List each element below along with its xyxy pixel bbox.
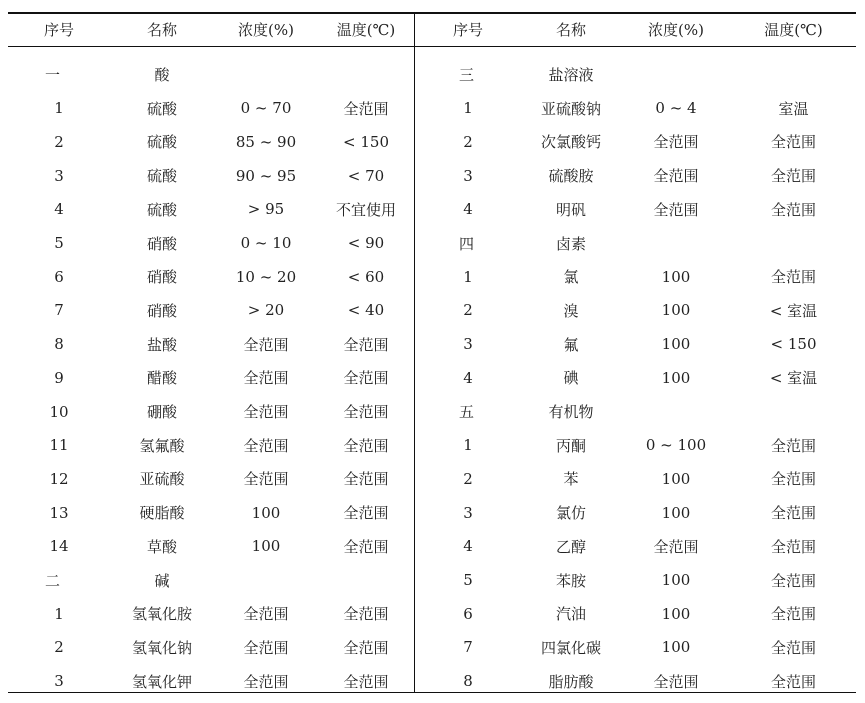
cell-name: 氢氧化胺 xyxy=(131,605,192,624)
table-row xyxy=(8,294,414,327)
cell-concentration: 全范围 xyxy=(653,200,699,219)
cell-name: 氯仿 xyxy=(555,504,586,523)
header-concentration: 浓度(%) xyxy=(648,20,704,39)
table-row xyxy=(8,462,414,495)
table-row xyxy=(415,328,856,361)
cell-name: 亚硫酸 xyxy=(139,470,185,489)
cell-concentration: 100 xyxy=(661,469,691,488)
category-row xyxy=(8,58,414,91)
cell-concentration: 0 ~ 70 xyxy=(240,99,292,118)
cell-concentration: 100 xyxy=(251,503,281,522)
cell-temperature: 全范围 xyxy=(770,436,816,455)
cell-name: 苯胺 xyxy=(555,571,586,590)
cell-concentration: 100 xyxy=(251,537,281,556)
cell-concentration: 100 xyxy=(661,368,691,387)
cell-name: 有机物 xyxy=(548,403,594,421)
cell-temperature: 全范围 xyxy=(343,403,389,421)
table-row xyxy=(8,227,414,260)
cell-concentration: 全范围 xyxy=(243,605,289,624)
cell-temperature: 不宜使用 xyxy=(335,200,396,219)
table-row xyxy=(8,92,414,125)
table-row xyxy=(415,564,856,597)
cell-concentration: 0 ~ 4 xyxy=(655,99,697,118)
cell-index: 5 xyxy=(54,234,64,252)
header-rule xyxy=(8,46,856,47)
cell-temperature: < 150 xyxy=(770,335,817,354)
cell-name: 脂肪酸 xyxy=(548,672,594,691)
cell-index: 7 xyxy=(463,638,473,657)
category-row xyxy=(415,227,856,260)
cell-name: 苯 xyxy=(563,470,579,489)
table-row xyxy=(415,631,856,664)
cell-concentration: 全范围 xyxy=(243,436,289,455)
cell-temperature: < 60 xyxy=(347,267,385,286)
cell-temperature: 全范围 xyxy=(343,436,389,455)
table-header-left xyxy=(8,12,414,46)
table-row xyxy=(415,125,856,158)
cell-index: 4 xyxy=(463,368,473,387)
cell-temperature: 全范围 xyxy=(770,638,816,657)
cell-name: 丙酮 xyxy=(555,436,586,455)
cell-name: 硝酸 xyxy=(146,301,177,320)
cell-index: 二 xyxy=(45,571,61,590)
cell-index: 2 xyxy=(463,301,473,320)
cell-temperature: 全范围 xyxy=(343,672,389,691)
table-row xyxy=(415,193,856,226)
cell-name: 盐溶液 xyxy=(548,66,594,84)
cell-index: 2 xyxy=(54,638,64,657)
cell-temperature: 全范围 xyxy=(343,504,389,523)
table-row xyxy=(8,530,414,563)
cell-index: 五 xyxy=(459,403,475,421)
cell-concentration: 100 xyxy=(661,571,691,589)
cell-temperature: 全范围 xyxy=(770,504,816,523)
table-header-right xyxy=(415,12,856,46)
cell-concentration: 全范围 xyxy=(243,672,289,691)
cell-concentration: 10 ~ 20 xyxy=(235,267,297,286)
header-temperature: 温度(℃) xyxy=(336,20,396,39)
table-row xyxy=(415,361,856,394)
cell-index: 7 xyxy=(54,301,64,320)
cell-concentration: > 95 xyxy=(247,200,285,219)
table-row xyxy=(415,496,856,529)
table-row xyxy=(8,631,414,664)
cell-temperature: 全范围 xyxy=(770,268,816,287)
cell-name: 碱 xyxy=(154,571,170,590)
cell-temperature: 全范围 xyxy=(343,537,389,556)
cell-index: 13 xyxy=(49,503,69,522)
table-row xyxy=(415,462,856,495)
cell-index: 2 xyxy=(54,132,64,151)
cell-temperature: 全范围 xyxy=(770,571,816,590)
cell-temperature: 全范围 xyxy=(343,605,389,624)
cell-concentration: 100 xyxy=(661,335,691,354)
table-row xyxy=(8,429,414,462)
table-row xyxy=(8,193,414,226)
cell-index: 9 xyxy=(54,368,64,387)
cell-name: 盐酸 xyxy=(146,335,177,354)
table-row xyxy=(8,260,414,293)
header-index: 序号 xyxy=(43,20,74,39)
cell-concentration: 0 ~ 10 xyxy=(240,234,292,252)
table-row xyxy=(415,597,856,630)
cell-temperature: 全范围 xyxy=(770,167,816,186)
cell-index: 8 xyxy=(54,335,64,354)
cell-index: 4 xyxy=(54,200,64,219)
cell-name: 亚硫酸钠 xyxy=(540,99,601,118)
cell-index: 1 xyxy=(463,436,473,455)
table-row xyxy=(8,125,414,158)
resistance-table xyxy=(8,6,856,693)
category-row xyxy=(415,58,856,91)
cell-index: 三 xyxy=(459,66,475,84)
cell-temperature: 全范围 xyxy=(343,369,389,388)
cell-temperature: 全范围 xyxy=(343,99,389,118)
table-row xyxy=(415,92,856,125)
cell-index: 2 xyxy=(463,132,473,151)
table-row xyxy=(415,159,856,192)
table-row xyxy=(8,159,414,192)
table-row xyxy=(8,361,414,394)
cell-name: 氢氧化钾 xyxy=(131,672,192,691)
cell-index: 一 xyxy=(45,66,61,84)
cell-name: 醋酸 xyxy=(146,369,177,388)
cell-index: 12 xyxy=(49,469,69,488)
table-row xyxy=(8,597,414,630)
cell-index: 6 xyxy=(463,604,473,623)
cell-index: 5 xyxy=(463,571,473,589)
cell-concentration: 100 xyxy=(661,267,691,286)
cell-index: 4 xyxy=(463,200,473,219)
cell-name: 乙醇 xyxy=(555,537,586,556)
cell-name: 硫酸 xyxy=(146,200,177,219)
cell-temperature: 室温 xyxy=(778,99,809,118)
cell-index: 3 xyxy=(463,166,473,185)
cell-index: 8 xyxy=(463,672,473,691)
cell-name: 氯 xyxy=(563,268,579,287)
cell-index: 3 xyxy=(54,672,64,691)
cell-temperature: 全范围 xyxy=(343,470,389,489)
cell-concentration: 100 xyxy=(661,638,691,657)
cell-name: 硫酸 xyxy=(146,167,177,186)
table-row xyxy=(8,328,414,361)
cell-name: 硫酸胺 xyxy=(548,167,594,186)
header-temperature: 温度(℃) xyxy=(764,20,823,39)
cell-name: 氟 xyxy=(563,335,579,354)
cell-name: 硫酸 xyxy=(146,99,177,118)
cell-temperature: < 40 xyxy=(347,301,385,320)
category-row xyxy=(8,564,414,597)
cell-index: 1 xyxy=(54,604,64,623)
category-row xyxy=(415,395,856,428)
cell-temperature: 全范围 xyxy=(770,470,816,489)
cell-temperature: 全范围 xyxy=(343,335,389,354)
cell-temperature: < 90 xyxy=(347,234,385,252)
cell-temperature: < 室温 xyxy=(769,369,818,388)
cell-name: 四氯化碳 xyxy=(540,638,601,657)
table-row xyxy=(8,665,414,698)
cell-name: 氢氧化钠 xyxy=(131,638,192,657)
cell-name: 硫酸 xyxy=(146,133,177,152)
cell-temperature: 全范围 xyxy=(770,133,816,152)
cell-temperature: 全范围 xyxy=(770,605,816,624)
cell-index: 1 xyxy=(463,267,473,286)
cell-name: 草酸 xyxy=(146,537,177,556)
cell-concentration: 100 xyxy=(661,301,691,320)
cell-name: 酸 xyxy=(154,66,170,84)
cell-index: 四 xyxy=(459,234,475,253)
cell-index: 3 xyxy=(463,503,473,522)
cell-name: 次氯酸钙 xyxy=(540,133,601,152)
cell-index: 4 xyxy=(463,537,473,556)
cell-concentration: 全范围 xyxy=(653,672,699,691)
cell-index: 1 xyxy=(54,99,64,118)
cell-name: 硼酸 xyxy=(146,403,177,421)
cell-concentration: 90 ~ 95 xyxy=(235,166,297,185)
cell-concentration: 全范围 xyxy=(243,470,289,489)
table-row xyxy=(8,496,414,529)
cell-index: 14 xyxy=(49,537,69,556)
cell-concentration: 全范围 xyxy=(653,167,699,186)
cell-concentration: > 20 xyxy=(247,301,285,320)
cell-index: 3 xyxy=(463,335,473,354)
cell-temperature: < 室温 xyxy=(769,301,818,320)
cell-temperature: 全范围 xyxy=(343,638,389,657)
cell-index: 2 xyxy=(463,469,473,488)
cell-temperature: 全范围 xyxy=(770,537,816,556)
cell-concentration: 100 xyxy=(661,503,691,522)
cell-index: 6 xyxy=(54,267,64,286)
cell-name: 卤素 xyxy=(555,234,586,253)
cell-name: 硝酸 xyxy=(146,234,177,253)
cell-temperature: 全范围 xyxy=(770,200,816,219)
header-name: 名称 xyxy=(146,20,177,39)
table-row xyxy=(8,395,414,428)
cell-concentration: 全范围 xyxy=(243,369,289,388)
cell-name: 硬脂酸 xyxy=(139,504,185,523)
cell-concentration: 全范围 xyxy=(243,638,289,657)
header-name: 名称 xyxy=(555,20,586,39)
cell-name: 溴 xyxy=(563,301,579,320)
cell-concentration: 全范围 xyxy=(243,335,289,354)
cell-concentration: 全范围 xyxy=(653,537,699,556)
cell-index: 1 xyxy=(463,99,473,118)
table-row xyxy=(415,294,856,327)
cell-concentration: 100 xyxy=(661,604,691,623)
cell-concentration: 全范围 xyxy=(243,403,289,421)
cell-name: 碘 xyxy=(563,369,579,388)
cell-name: 明矾 xyxy=(555,200,586,219)
cell-concentration: 全范围 xyxy=(653,133,699,152)
cell-temperature: 全范围 xyxy=(770,672,816,691)
table-row xyxy=(415,260,856,293)
cell-name: 硝酸 xyxy=(146,268,177,287)
cell-temperature: < 150 xyxy=(343,132,389,151)
table-row xyxy=(415,530,856,563)
cell-temperature: < 70 xyxy=(347,166,385,185)
cell-name: 汽油 xyxy=(555,605,586,624)
cell-name: 氢氟酸 xyxy=(139,436,185,455)
table-row xyxy=(415,665,856,698)
table-row xyxy=(415,429,856,462)
header-concentration: 浓度(%) xyxy=(238,20,294,39)
cell-index: 3 xyxy=(54,166,64,185)
cell-index: 10 xyxy=(49,402,69,421)
cell-concentration: 0 ~ 100 xyxy=(645,436,707,455)
cell-concentration: 85 ~ 90 xyxy=(235,132,297,151)
cell-index: 11 xyxy=(49,436,69,455)
header-index: 序号 xyxy=(452,20,483,39)
